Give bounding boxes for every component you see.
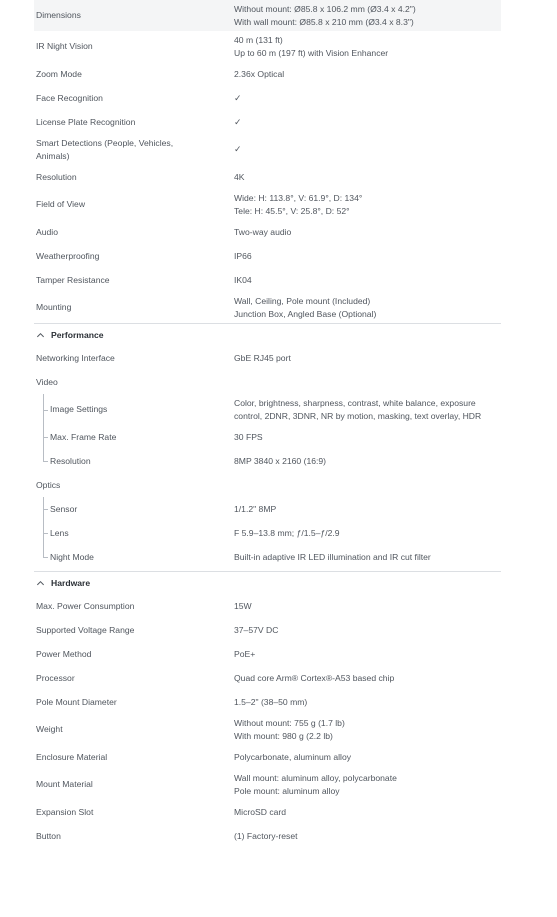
spec-value (234, 551, 501, 564)
tree-line (43, 394, 44, 461)
spec-value (234, 92, 501, 105)
spec-value-line: Two-way audio (234, 226, 292, 237)
spec-label-text: Image Settings (50, 404, 108, 415)
spec-label (34, 301, 234, 314)
spec-label-text: Supported Voltage Range (36, 624, 135, 635)
spec-value-line: 8MP 3840 x 2160 (16:9) (234, 455, 327, 466)
spec-value-line: Without mount: 755 g (1.7 lb) (234, 718, 345, 728)
spec-row (34, 86, 501, 110)
spec-label-text: Weight (36, 724, 63, 735)
spec-label (34, 527, 234, 540)
spec-row (34, 244, 501, 268)
spec-row (34, 690, 501, 714)
spec-label-text: Expansion Slot (36, 806, 94, 817)
spec-value-line: 37–57V DC (234, 624, 279, 635)
spec-value (234, 527, 501, 540)
spec-value-line: 30 FPS (234, 431, 263, 442)
spec-label-text: Resolution (36, 171, 77, 182)
spec-row (34, 62, 501, 86)
spec-value-line: Junction Box, Angled Base (Optional) (234, 308, 377, 319)
spec-label-text: Processor (36, 672, 75, 683)
spec-value-line: Quad core Arm® Cortex®-A53 based chip (234, 672, 395, 683)
spec-label (34, 431, 234, 444)
spec-label (34, 68, 234, 81)
spec-label (34, 116, 234, 129)
spec-value-line: Without mount: Ø85.8 x 106.2 mm (Ø3.4 x 4.2") (234, 4, 416, 14)
spec-value (234, 34, 501, 59)
spec-group-optics (34, 473, 501, 497)
spec-value (234, 455, 501, 468)
spec-label-text: Field of View (36, 199, 86, 210)
spec-label-text: Audio (36, 226, 58, 237)
specs-table (34, 0, 501, 848)
check-icon: ✓ (234, 92, 242, 103)
spec-label (34, 92, 234, 105)
spec-value-line: IK04 (234, 274, 252, 285)
spec-value (234, 648, 501, 661)
spec-value (234, 397, 501, 422)
general-specs (34, 0, 501, 323)
spec-value-line: Color, brightness, sharpness, contrast, white balance, exposure (234, 398, 476, 408)
spec-value (234, 696, 501, 709)
tree-branch (43, 461, 48, 462)
spec-label-text: Mount Material (36, 779, 93, 790)
spec-row (34, 189, 501, 220)
chevron-up-icon (36, 331, 45, 340)
section-title: Performance (51, 330, 104, 340)
spec-row (34, 31, 501, 62)
spec-label (34, 723, 234, 736)
spec-value (234, 503, 501, 516)
video-subitems (34, 394, 501, 473)
spec-label-text: Lens (50, 527, 69, 538)
spec-value (234, 250, 501, 263)
spec-row (34, 497, 501, 521)
spec-label-text: Sensor (50, 503, 78, 514)
spec-value-line: F 5.9–13.8 mm; ƒ/1.5–ƒ/2.9 (234, 527, 340, 538)
spec-value-line: control, 2DNR, 3DNR, NR by motion, masking, text overlay, HDR (234, 410, 482, 421)
spec-row (34, 292, 501, 323)
spec-label-text: Dimensions (36, 10, 81, 21)
spec-row (34, 425, 501, 449)
spec-label-text: Smart Detections (People, Vehicles, Animals) (36, 138, 174, 161)
spec-label (34, 171, 234, 184)
spec-value-line: 1/1.2" 8MP (234, 503, 277, 514)
spec-value-line: Wall mount: aluminum alloy, polycarbonate (234, 773, 397, 783)
spec-label-text: Zoom Mode (36, 68, 82, 79)
section-header-performance[interactable] (34, 323, 501, 346)
tree-branch (43, 557, 48, 558)
spec-value-line: Polycarbonate, aluminum alloy (234, 751, 352, 762)
spec-value (234, 143, 501, 156)
section-header-hardware[interactable] (34, 571, 501, 594)
spec-label-text: License Plate Recognition (36, 116, 136, 127)
spec-row (34, 521, 501, 545)
spec-label-text: Max. Power Consumption (36, 600, 135, 611)
spec-row (34, 594, 501, 618)
spec-value (234, 600, 501, 613)
spec-value (234, 830, 501, 843)
chevron-up-icon (36, 579, 45, 588)
spec-label (34, 624, 234, 637)
spec-label (34, 250, 234, 263)
spec-label (34, 806, 234, 819)
spec-value (234, 624, 501, 637)
spec-label-text: Pole Mount Diameter (36, 696, 117, 707)
spec-value-line: 4K (234, 171, 245, 182)
spec-value-line: PoE+ (234, 648, 256, 659)
spec-row (34, 642, 501, 666)
spec-value-line: Up to 60 m (197 ft) with Vision Enhancer (234, 47, 389, 58)
spec-value (234, 68, 501, 81)
spec-label-text: IR Night Vision (36, 41, 93, 52)
spec-label (34, 696, 234, 709)
optics-subitems (34, 497, 501, 569)
spec-label (34, 137, 234, 162)
spec-value-line: Wall, Ceiling, Pole mount (Included) (234, 296, 371, 306)
spec-row (34, 618, 501, 642)
spec-value (234, 3, 501, 28)
spec-row (34, 110, 501, 134)
spec-value-line: With wall mount: Ø85.8 x 210 mm (Ø3.4 x 8.3") (234, 16, 414, 27)
spec-value-line: 40 m (131 ft) (234, 35, 283, 45)
tree-line (43, 497, 44, 557)
spec-label (34, 648, 234, 661)
spec-value-line: Pole mount: aluminum alloy (234, 785, 340, 796)
spec-row (34, 394, 501, 425)
spec-row (34, 449, 501, 473)
spec-value-line: 15W (234, 600, 252, 611)
spec-label (34, 672, 234, 685)
spec-label (34, 9, 234, 22)
spec-label (34, 503, 234, 516)
spec-group-label: Optics (36, 479, 61, 490)
spec-value-line: Built-in adaptive IR LED illumination and IR cut filter (234, 551, 431, 562)
spec-row (34, 0, 501, 31)
spec-label-text: Mounting (36, 302, 72, 313)
spec-label-text: Night Mode (50, 551, 94, 562)
spec-label-text: Button (36, 830, 61, 841)
spec-value-line: Tele: H: 45.5°, V: 25.8°, D: 52° (234, 205, 350, 216)
spec-row (34, 824, 501, 848)
spec-label (34, 455, 234, 468)
spec-label (34, 751, 234, 764)
spec-label (34, 403, 234, 416)
spec-label (34, 198, 234, 211)
spec-value (234, 806, 501, 819)
spec-label (34, 226, 234, 239)
spec-row (34, 545, 501, 569)
spec-row (34, 714, 501, 745)
spec-value-line: MicroSD card (234, 806, 287, 817)
spec-value-line: (1) Factory-reset (234, 830, 298, 841)
spec-value (234, 751, 501, 764)
spec-value (234, 772, 501, 797)
spec-row (34, 769, 501, 800)
spec-label-text: Resolution (50, 455, 91, 466)
spec-value-line: Wide: H: 113.8°, V: 61.9°, D: 134° (234, 193, 363, 203)
spec-value (234, 226, 501, 239)
spec-label-text: Weatherproofing (36, 250, 100, 261)
spec-label-text: Enclosure Material (36, 751, 108, 762)
spec-value (234, 295, 501, 320)
spec-label-text: Face Recognition (36, 92, 103, 103)
spec-value-line: With mount: 980 g (2.2 lb) (234, 730, 333, 741)
spec-label (34, 551, 234, 564)
spec-value-line: IP66 (234, 250, 252, 261)
spec-label-text: Tamper Resistance (36, 274, 110, 285)
spec-value-line: 2.36x Optical (234, 68, 285, 79)
spec-label (34, 40, 234, 53)
spec-label-text: Power Method (36, 648, 92, 659)
spec-row (34, 220, 501, 244)
spec-value-line: 1.5–2" (38–50 mm) (234, 696, 308, 707)
spec-value (234, 116, 501, 129)
spec-label (34, 274, 234, 287)
spec-row (34, 666, 501, 690)
spec-value (234, 672, 501, 685)
spec-row (34, 134, 501, 165)
spec-label-text: Max. Frame Rate (50, 431, 117, 442)
spec-row (34, 745, 501, 769)
spec-row (34, 800, 501, 824)
spec-label (34, 600, 234, 613)
spec-value (234, 192, 501, 217)
check-icon: ✓ (234, 116, 242, 127)
spec-row (34, 165, 501, 189)
spec-value (234, 717, 501, 742)
spec-label (34, 778, 234, 791)
check-icon: ✓ (234, 144, 242, 155)
spec-label (34, 830, 234, 843)
spec-row-networking (34, 346, 501, 370)
spec-value (234, 171, 501, 184)
spec-value (234, 274, 501, 287)
spec-label: Networking Interface (36, 352, 115, 363)
hardware-specs (34, 594, 501, 848)
spec-value: GbE RJ45 port (234, 352, 291, 363)
spec-row (34, 268, 501, 292)
section-title: Hardware (51, 578, 91, 588)
spec-group-label: Video (36, 376, 58, 387)
spec-value (234, 431, 501, 444)
spec-group-video (34, 370, 501, 394)
